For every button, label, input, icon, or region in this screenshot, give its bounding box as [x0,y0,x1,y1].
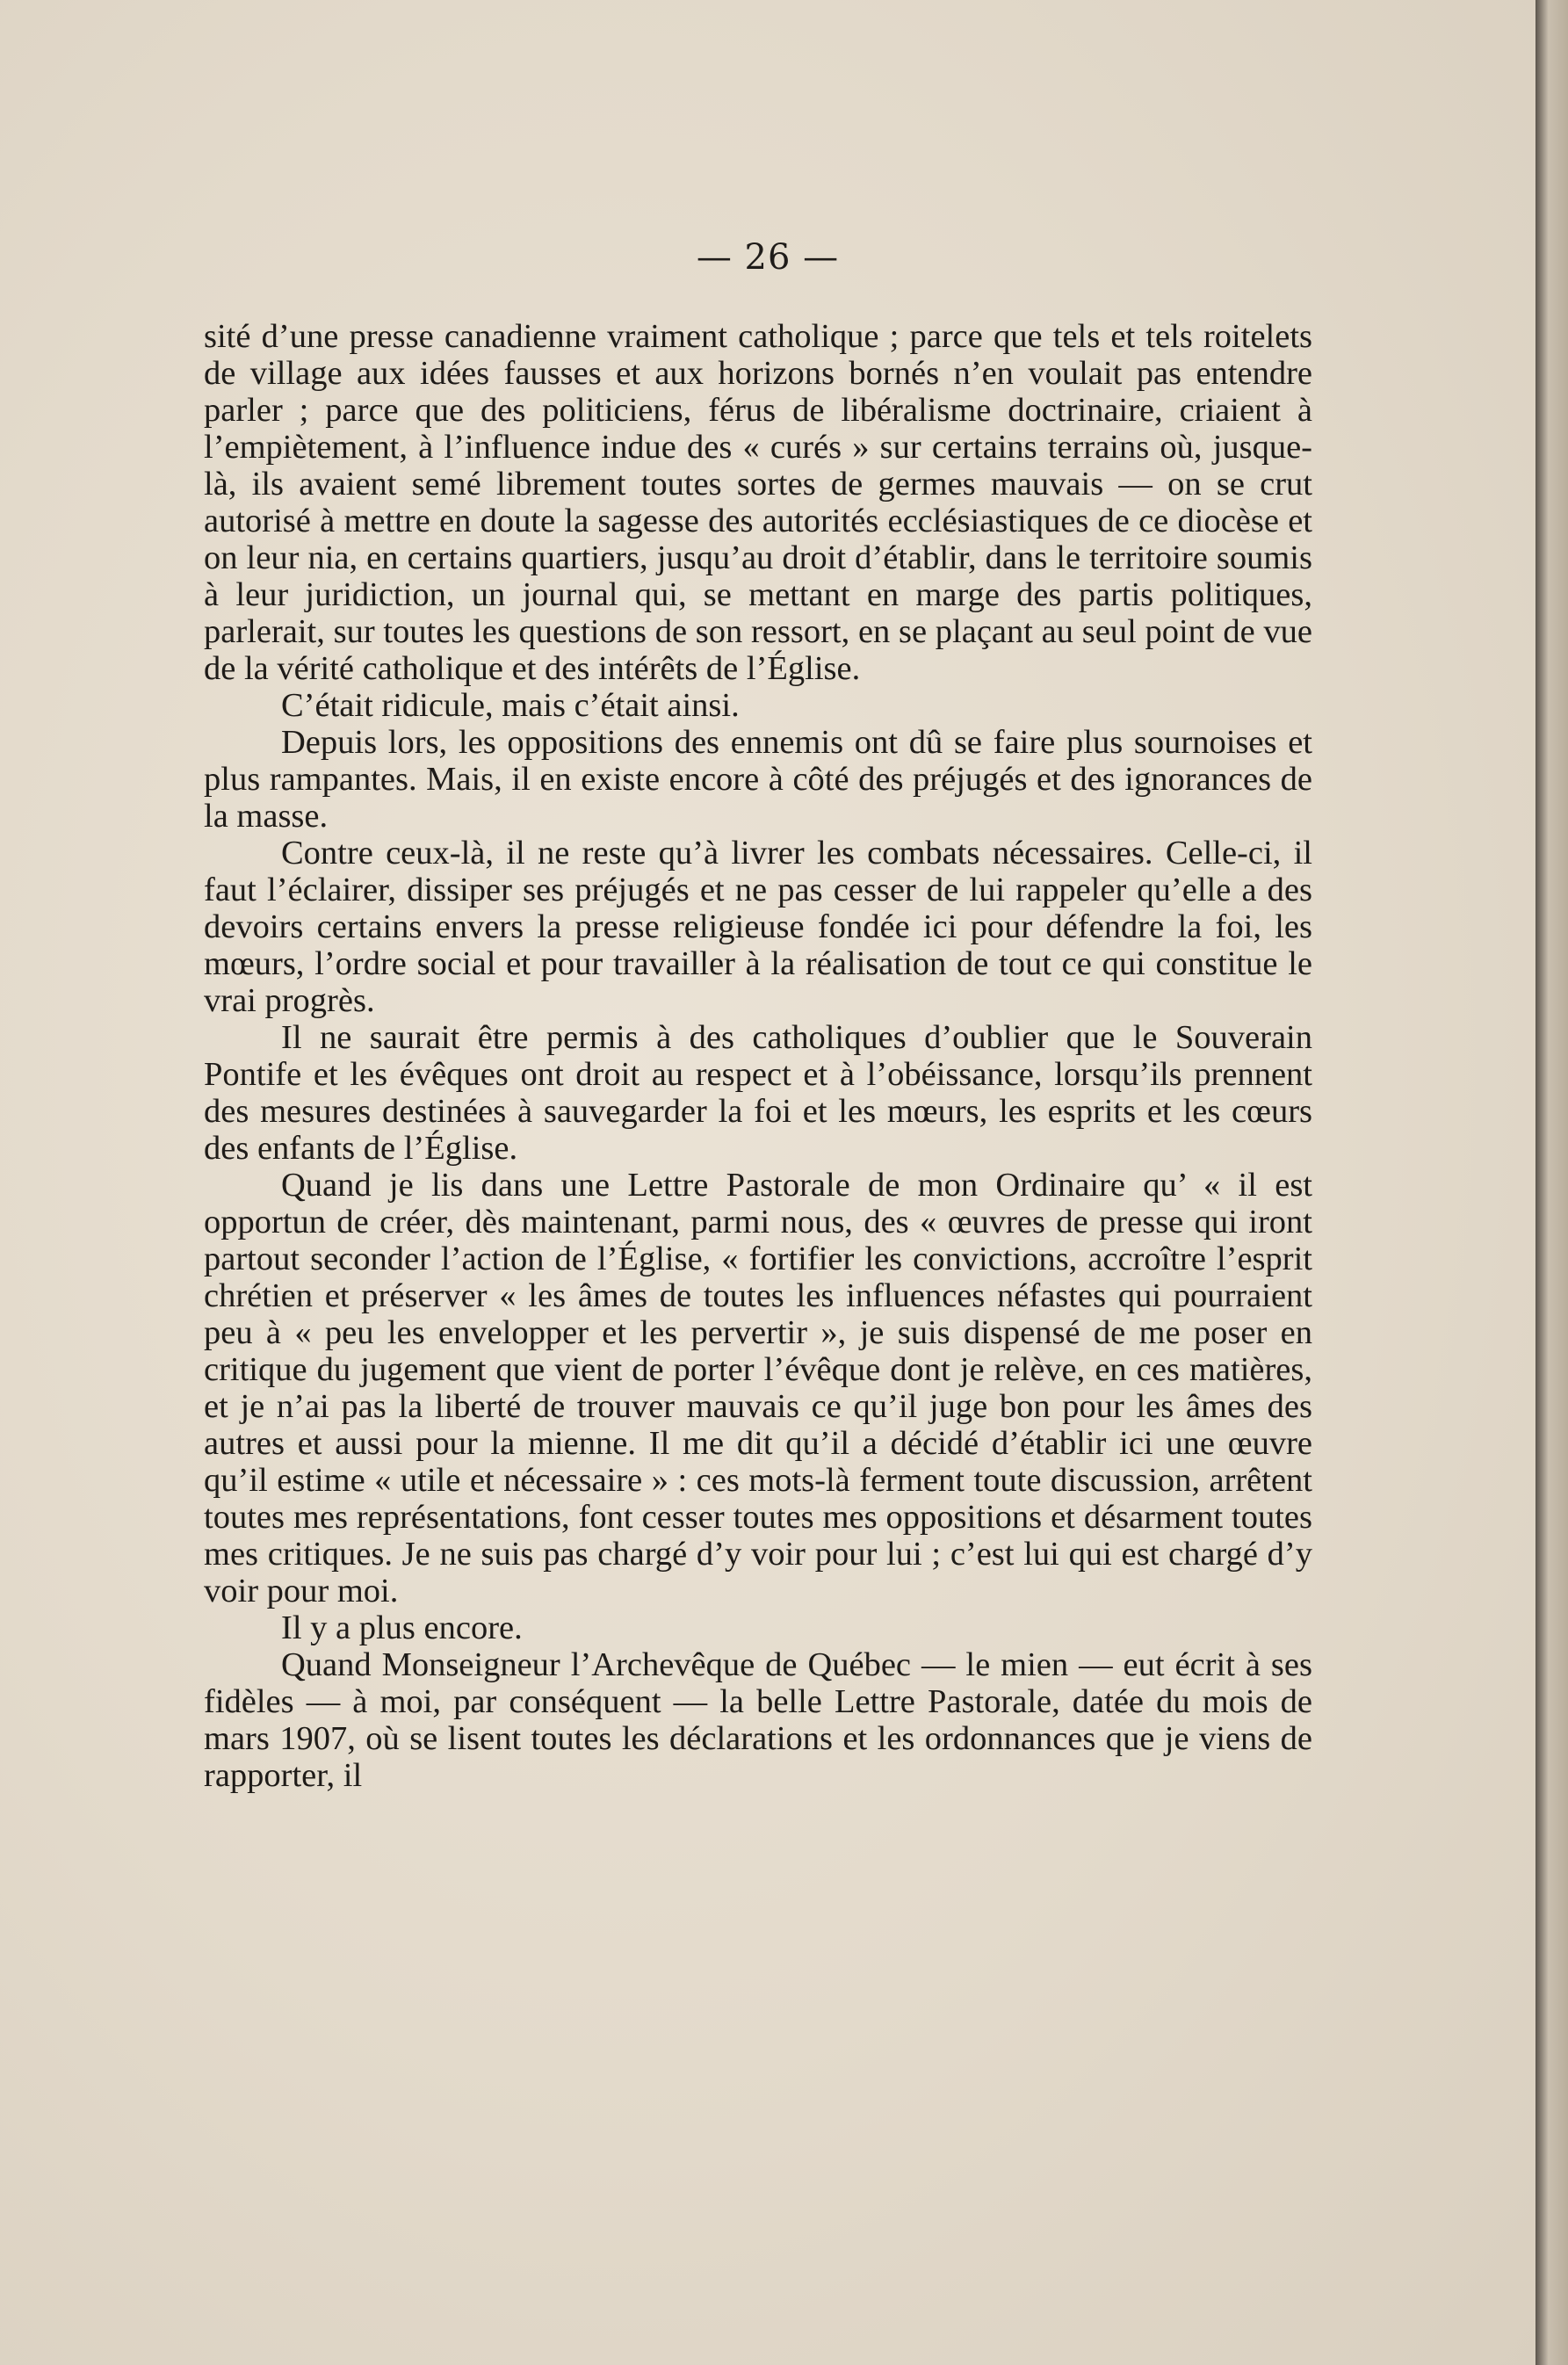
paragraph: Quand je lis dans une Lettre Pastorale de mon Ordinaire qu’ « il est opportun de créer, dès maintenant, parmi nous, des « œuvres de presse qui iront partout seconder l’action de l’Église, « fortifier les convictions, accroître l’esprit chrétien et préserver « les âmes de toutes les influences néfastes qui pourraient peu à « peu les envelopper et les pervertir », je suis dispensé de me poser en critique du jugement que vient de porter l’évêque dont je relève, en ces matières, et je n’ai pas la liberté de trouver mauvais ce qu’il juge bon pour les âmes des autres et aussi pour la mienne. Il me dit qu’il a décidé d’établir ici une œuvre qu’il estime « utile et nécessaire » : ces mots-là ferment toute discussion, arrêtent toutes mes représentations, font cesser toutes mes oppositions et désarment toutes mes critiques. Je ne suis pas chargé d’y voir pour lui ; c’est lui qui est chargé d’y voir pour moi. [204,1167,1312,1609]
page-number: — 26 — [696,237,840,278]
paragraph: Quand Monseigneur l’Archevêque de Québec — le mien — eut écrit à ses fidèles — à moi, par conséquent — la belle Lettre Pastorale, datée du mois de mars 1907, où se lisent toutes les déclarations et les ordonnances que je viens de rapporter, il [204,1646,1312,1794]
body-text [204,318,1312,1794]
paragraph-continuation: sité d’une presse canadienne vraiment catholique ; parce que tels et tels roitelets de village aux idées fausses et aux horizons bornés n’en voulait pas entendre parler ; parce que des politiciens, férus de libéralisme doctrinaire, criaient à l’empiètement, à l’influence indue des « curés » sur certains terrains où, jusque-là, ils avaient semé librement toutes sortes de germes mauvais — on se crut autorisé à mettre en doute la sagesse des autorités ecclésiastiques de ce diocèse et on leur nia, en certains quartiers, jusqu’au droit d’établir, dans le territoire soumis à leur juridiction, un journal qui, se mettant en marge des partis politiques, parlerait, sur toutes les questions de son ressort, en se plaçant au seul point de vue de la vérité catholique et des intérêts de l’Église. [204,318,1312,687]
paragraph: Il y a plus encore. [281,1609,523,1646]
paragraph: C’était ridicule, mais c’était ainsi. [281,687,740,724]
paragraph: Contre ceux-là, il ne reste qu’à livrer les combats nécessaires. Celle-ci, il faut l’éclairer, dissiper ses préjugés et ne pas cesser de lui rappeler qu’elle a des devoirs certains envers la presse religieuse fondée ici pour défendre la foi, les mœurs, l’ordre social et pour travailler à la réalisation de tout ce qui constitue le vrai progrès. [204,835,1312,1019]
page-edge-shadow [1535,0,1568,2365]
paragraph: Depuis lors, les oppositions des ennemis ont dû se faire plus sournoises et plus rampantes. Mais, il en existe encore à côté des préjugés et des ignorances de la masse. [204,724,1312,835]
paragraph: Il ne saurait être permis à des catholiques d’oublier que le Souverain Pontife et les évêques ont droit au respect et à l’obéissance, lorsqu’ils prennent des mesures destinées à sauvegarder la foi et les mœurs, les esprits et les cœurs des enfants de l’Église. [204,1019,1312,1167]
